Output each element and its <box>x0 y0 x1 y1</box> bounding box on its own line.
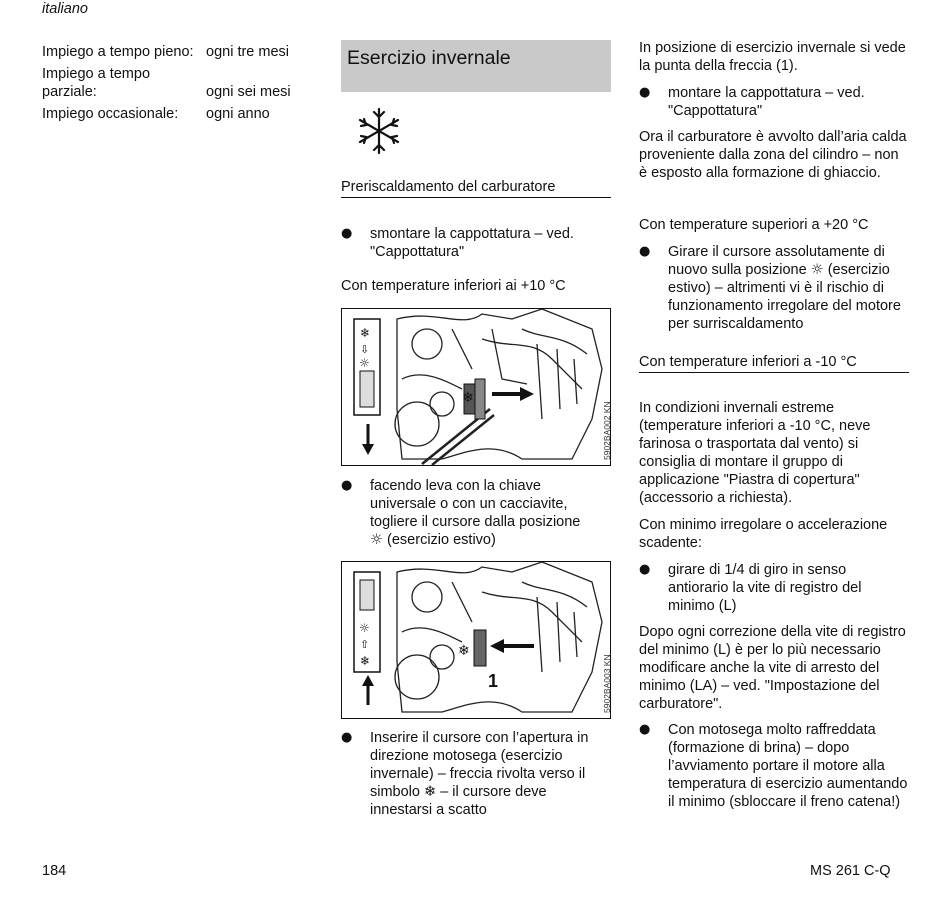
model-name: MS 261 C-Q <box>810 863 891 879</box>
above20-heading: Con temperature superiori a +20 °C <box>639 217 869 233</box>
bullet-icon: ● <box>341 478 353 493</box>
step-cold-saw <box>639 721 909 831</box>
step-text: smontare la cappottatura – ved. "Cappottatura" <box>370 226 574 260</box>
para-after-correction: Dopo ogni correzione della vite di registro del minimo (L) è per lo più necessario modificare anche la vite di arresto del minimo (LA) – ved. "Impostazione del carburatore". <box>639 624 906 712</box>
section-title-banner <box>341 40 611 92</box>
snowflake-icon: ❄ <box>360 654 371 668</box>
bullet-icon: ● <box>639 85 651 100</box>
sun-icon: ☼ <box>370 532 383 548</box>
snowflake-icon: ❄ <box>360 326 371 340</box>
schedule-usage: Impiego occasionale: <box>42 106 179 122</box>
bullet-icon: ● <box>639 562 651 577</box>
schedule-interval: ogni sei mesi <box>206 84 291 100</box>
carburator-illustration <box>342 309 610 465</box>
carburator-illustration <box>342 562 610 718</box>
page-number: 184 <box>42 863 67 879</box>
schedule-row <box>42 105 312 123</box>
schedule-usage: Impiego a tempo pieno: <box>42 44 194 60</box>
para-idle: Con minimo irregolare o accelerazione scadente: <box>639 517 888 551</box>
figure-label: 1 <box>488 671 499 691</box>
below10-heading: Con temperature inferiori ai +10 °C <box>341 278 566 294</box>
step-remove-cover <box>341 225 611 265</box>
figure-code: 5902BA003 KN <box>602 654 612 713</box>
para-carb-warm: Ora il carburatore è avvolto dall’aria calda proveniente dalla zona del cilindro – non è esposto alla formazione di ghiaccio. <box>639 129 907 181</box>
bullet-icon: ● <box>639 722 651 737</box>
step-text: facendo leva con la chiave universale o con un cacciavite, togliere il cursore dalla posizione ☼ (esercizio estivo) <box>370 478 581 548</box>
bullet-icon: ● <box>341 226 353 241</box>
step-text: Inserire il cursore con l’apertura in direzione motosega (esercizio invernale) – freccia rivolta verso il simbolo ❄ – il cursore deve innestarsi a scatto <box>370 730 589 818</box>
sun-icon: ☼ <box>359 356 370 370</box>
para-extreme: In condizioni invernali estreme (temperature inferiori a -10 °C, neve farinosa o trasportata dal vento) si consiglia di montare il gruppo di applicazione "Piastra di copertura" (accessorio a richiesta). <box>639 400 871 506</box>
schedule-interval: ogni tre mesi <box>206 44 290 60</box>
figure-slider-summer <box>341 308 611 466</box>
snowflake-icon <box>356 106 402 156</box>
section-title: Esercizio invernale <box>347 47 511 69</box>
arrow-down-icon: ⇩ <box>360 343 370 356</box>
step-text: Girare il cursore assolutamente di nuovo sulla posizione ☼ (esercizio estivo) – altrimenti vi è il rischio di funzionamento irregolare del motore per surriscaldamento <box>668 244 901 332</box>
arrow-up-icon: ⇧ <box>360 638 370 651</box>
schedule-usage: Impiego a tempo parziale: <box>42 66 151 100</box>
snowflake-icon: ❄ <box>458 643 470 659</box>
sun-icon: ☼ <box>359 621 370 635</box>
figure-code: 5902BA002 KN <box>602 401 612 460</box>
bullet-icon: ● <box>341 730 353 745</box>
language-label: italiano <box>42 1 88 17</box>
step-return-summer <box>639 243 909 333</box>
step-mount-cover <box>639 84 909 124</box>
sun-icon: ☼ <box>810 262 824 278</box>
bullet-icon: ● <box>639 244 651 259</box>
step-insert-cursor <box>341 729 611 819</box>
step-text: Con motosega molto raffreddata (formazione di brina) – dopo l’avviamento portare il motore alla temperatura di esercizio aumentando il minimo (sbloccare il freno catena!) <box>668 722 908 810</box>
step-lever-cursor <box>341 477 611 549</box>
snowflake-icon: ❄ <box>424 784 437 800</box>
schedule-interval: ogni anno <box>206 106 270 122</box>
preheat-heading: Preriscaldamento del carburatore <box>341 178 611 198</box>
snowflake-icon: ❄ <box>462 390 474 406</box>
step-text: girare di 1/4 di giro in senso antiorario la vite di registro del minimo (L) <box>668 562 862 614</box>
below-minus10-heading: Con temperature inferiori a -10 °C <box>639 353 909 373</box>
step-turn-screw <box>639 561 909 615</box>
figure-slider-winter <box>341 561 611 719</box>
step-text: montare la cappottatura – ved. "Cappottatura" <box>668 85 865 119</box>
para-winter-position: In posizione di esercizio invernale si vede la punta della freccia (1). <box>639 40 906 74</box>
